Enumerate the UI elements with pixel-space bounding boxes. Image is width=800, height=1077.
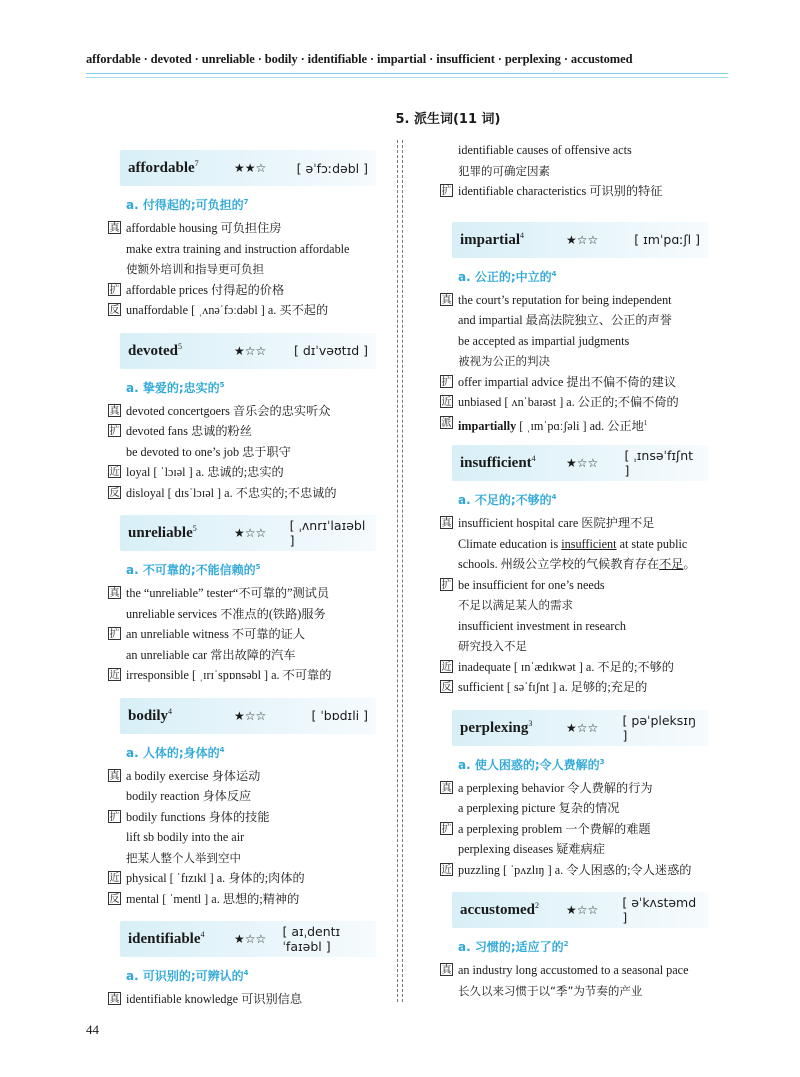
tag-real-icon: 真 xyxy=(109,405,120,417)
tag-expand-icon: 扩 xyxy=(441,186,452,197)
example: perplexing diseases 疑难病症 xyxy=(458,842,605,856)
meaning: a. 挚爱的;忠实的$^5$ xyxy=(126,380,225,395)
entry-impartial: impartial$^4$ ★☆☆ [ ɪmˈpɑːʃl ] a. 公正的;中立的$^4$ 真 the court’s reputation for being independent and impartial 最高法院独立、公正的声誉 be accepted as impartial judgments 被视为公正的判决 扩 offer impartial advice 提出不偏不倚的建议 近 unbiased [ ʌnˈbaɪəst ] a. 公正的;不偏不倚的 派 impartially [ ˌɪmˈpɑːʃəli ] ad. 公正地$^1$ xyxy=(440,222,730,434)
example: be insufficient for one’s needs xyxy=(458,577,605,592)
headword-box xyxy=(120,515,376,551)
synonym: irresponsible [ ˌɪrɪˈspɒnsəbl ] a. 不可靠的 xyxy=(126,668,332,682)
right-column xyxy=(440,140,730,1013)
header-rule xyxy=(86,73,728,74)
entry-unreliable xyxy=(108,515,386,686)
section-title: 5. 派生词(11 词) xyxy=(395,112,501,127)
tag-expand-icon: 扩 xyxy=(441,579,452,591)
meaning: a. 不可靠的;不能信赖的$^5$ xyxy=(126,563,261,577)
meaning: a. 可识别的;可辨认的$^4$ xyxy=(126,969,249,983)
example: Climate education is insufficient at state public xyxy=(458,536,688,551)
column-divider xyxy=(397,140,403,1002)
antonym: disloyal [ dɪsˈlɔɪəl ] a. 不忠实的;不忠诚的 xyxy=(126,485,337,500)
headword: identifiable$^4$ xyxy=(128,930,205,947)
example: be accepted as impartial judgments xyxy=(458,333,630,348)
example: lift sb bodily into the air xyxy=(126,830,245,844)
tag-expand-icon: 扩 xyxy=(109,426,120,437)
example: be devoted to one’s job 忠于职守 xyxy=(126,444,291,459)
example: the “unreliable” tester“不可靠的”测试员 xyxy=(126,586,330,600)
derivative-definition: [ ˌɪmˈpɑːʃəli ] ad. 公正地 xyxy=(516,418,644,433)
left-column xyxy=(108,150,386,1022)
example: and impartial 最高法院独立、公正的声誉 xyxy=(458,313,672,327)
derivative-word: impartially xyxy=(458,418,517,433)
headword-box xyxy=(120,698,376,734)
synonym: inadequate [ ɪnˈædɪkwət ] a. 不足的;不够的 xyxy=(458,659,674,674)
example-translation: 把某人整个人举到空中 xyxy=(126,850,241,865)
tag-antonym-icon: 反 xyxy=(109,487,120,499)
antonym: unaffordable [ ˌʌnəˈfɔːdəbl ] a. 买不起的 xyxy=(126,303,329,317)
headword: accustomed$^2$ xyxy=(460,901,539,918)
headword: affordable$^7$ xyxy=(128,159,199,176)
entry-identifiable-continued xyxy=(440,140,730,202)
pronunciation: [ pəˈpleksɪŋ ] xyxy=(622,712,696,743)
example: schools. 州级公立学校的气候教育存在不足。 xyxy=(458,557,696,571)
antonym: sufficient [ səˈfɪʃnt ] a. 足够的;充足的 xyxy=(458,680,648,694)
headword: perplexing$^3$ xyxy=(460,718,533,736)
page-number: 44 xyxy=(86,1022,99,1037)
pronunciation: [ dɪˈvəʊtɪd ] xyxy=(294,343,369,358)
headword-box xyxy=(120,150,376,186)
entry-accustomed xyxy=(440,892,730,1001)
example: identifiable characteristics 可识别的特征 xyxy=(458,184,663,198)
example: affordable prices 付得起的价格 xyxy=(126,282,285,297)
star-rating: ★☆☆ xyxy=(234,526,267,540)
running-header: affordable · devoted · unreliable · bodily · identifiable · impartial · insufficient · perplexing · accustomed xyxy=(86,52,633,66)
example: affordable housing 可负担住房 xyxy=(126,221,282,235)
star-rating: ★☆☆ xyxy=(566,720,599,735)
example: a perplexing behavior 令人费解的行为 xyxy=(458,780,653,795)
meaning: a. 使人困惑的;令人费解的$^3$ xyxy=(458,757,605,772)
tag-expand-icon: 扩 xyxy=(441,376,452,388)
synonym: physical [ ˈfɪzɪkl ] a. 身体的;肉体的 xyxy=(126,871,305,885)
example: identifiable causes of offensive acts xyxy=(458,143,632,157)
synonym: puzzling [ ˈpʌzlɪŋ ] a. 令人困惑的;令人迷惑的 xyxy=(458,862,692,877)
tag-derivative-icon: 派 xyxy=(441,417,452,429)
synonym: loyal [ ˈlɔɪəl ] a. 忠诚的;忠实的 xyxy=(126,465,284,479)
example: a perplexing problem 一个费解的难题 xyxy=(458,821,651,836)
star-rating: ★☆☆ xyxy=(234,343,267,358)
headword-box xyxy=(452,445,708,481)
example: insufficient investment in research xyxy=(458,618,626,633)
tag-synonym-icon: 近 xyxy=(441,661,452,673)
pronunciation: [ aɪˌdentɪˈfaɪəbl ] xyxy=(282,924,341,954)
example: an unreliable witness 不可靠的证人 xyxy=(126,627,306,641)
pronunciation: [ əˈkʌstəmd ] xyxy=(622,895,697,925)
tag-real-icon: 真 xyxy=(441,965,452,976)
example: bodily reaction 身体反应 xyxy=(126,789,252,803)
synonym: unbiased [ ʌnˈbaɪəst ] a. 公正的;不偏不倚的 xyxy=(458,395,679,409)
pronunciation: [ ɪmˈpɑːʃl ] xyxy=(634,232,700,247)
entry-perplexing xyxy=(440,710,730,881)
tag-real-icon: 真 xyxy=(109,223,120,234)
pronunciation: [ ˌɪnsəˈfɪʃnt ] xyxy=(624,448,694,478)
star-rating: ★☆☆ xyxy=(234,708,267,723)
headword: insufficient$^4$ xyxy=(460,454,536,471)
pronunciation: [ ˌʌnrɪˈlaɪəbl ] xyxy=(289,518,366,548)
example: devoted fans 忠诚的粉丝 xyxy=(126,424,252,438)
star-rating: ★☆☆ xyxy=(566,232,599,247)
headword: bodily$^4$ xyxy=(128,706,173,724)
example-translation: 被视为公正的判决 xyxy=(458,354,550,368)
example: identifiable knowledge 可识别信息 xyxy=(126,992,303,1006)
example: insufficient hospital care 医院护理不足 xyxy=(458,516,655,530)
tag-expand-icon: 扩 xyxy=(109,284,120,296)
tag-synonym-icon: 近 xyxy=(109,467,120,478)
tag-real-icon: 真 xyxy=(109,770,120,782)
star-rating: ★☆☆ xyxy=(234,932,267,946)
tag-synonym-icon: 近 xyxy=(441,397,452,408)
example: bodily functions 身体的技能 xyxy=(126,809,270,824)
headword-box xyxy=(120,333,376,369)
tag-expand-icon: 扩 xyxy=(109,629,120,640)
tag-real-icon: 真 xyxy=(109,588,120,599)
example: an industry long accustomed to a seasonal pace xyxy=(458,963,689,977)
tag-real-icon: 真 xyxy=(441,518,452,529)
pronunciation: [ ˈbɒdɪli ] xyxy=(311,708,368,723)
tag-real-icon: 真 xyxy=(109,994,120,1005)
headword: impartial$^4$ xyxy=(460,230,524,248)
tag-real-icon: 真 xyxy=(441,294,452,306)
tag-expand-icon: 扩 xyxy=(109,811,120,823)
example: a perplexing picture 复杂的情况 xyxy=(458,801,620,815)
entry-insufficient xyxy=(440,445,730,698)
example: unreliable services 不准点的(铁路)服务 xyxy=(126,606,326,621)
example: make extra training and instruction affordable xyxy=(126,241,350,256)
headword: devoted$^5$ xyxy=(128,341,182,359)
tag-synonym-icon: 近 xyxy=(109,670,120,681)
example: a bodily exercise 身体运动 xyxy=(126,768,261,783)
entry-bodily xyxy=(108,698,386,910)
entry-devoted xyxy=(108,333,386,504)
headword-box xyxy=(452,892,708,928)
meaning: a. 习惯的;适应了的$^2$ xyxy=(458,940,569,954)
tag-real-icon: 真 xyxy=(441,782,452,794)
meaning: a. 不足的;不够的$^4$ xyxy=(458,493,557,507)
entry-identifiable xyxy=(108,921,386,1010)
headword: unreliable$^5$ xyxy=(128,524,197,541)
example-translation: 不足以满足某人的需求 xyxy=(458,598,573,612)
star-rating: ★☆☆ xyxy=(566,456,599,470)
header-rule-thin xyxy=(86,77,728,78)
tag-antonym-icon: 反 xyxy=(441,682,452,693)
example: offer impartial advice 提出不偏不倚的建议 xyxy=(458,374,677,389)
example-translation: 使额外培训和指导更可负担 xyxy=(126,262,264,276)
example: an unreliable car 常出故障的汽车 xyxy=(126,647,296,662)
tag-expand-icon: 扩 xyxy=(441,823,452,835)
example: devoted concertgoers 音乐会的忠实听众 xyxy=(126,403,331,418)
star-rating: ★☆☆ xyxy=(566,903,599,917)
example-translation: 长久以来习惯于以“季”为节奏的产业 xyxy=(458,983,643,998)
tag-synonym-icon: 近 xyxy=(441,864,452,876)
headword-box xyxy=(120,921,376,957)
example: the court’s reputation for being independent xyxy=(458,292,672,307)
meaning: a. 付得起的;可负担的$^7$ xyxy=(126,198,249,212)
meaning: a. 人体的;身体的$^4$ xyxy=(126,745,225,760)
tag-antonym-icon: 反 xyxy=(109,305,120,316)
headword-box xyxy=(452,710,708,746)
headword-box xyxy=(452,222,708,258)
tag-antonym-icon: 反 xyxy=(109,893,120,905)
tag-synonym-icon: 近 xyxy=(109,873,120,884)
pronunciation: [ əˈfɔːdəbl ] xyxy=(296,160,368,176)
example-translation: 研究投入不足 xyxy=(458,639,527,653)
star-rating: ★★☆ xyxy=(234,161,267,175)
meaning: a. 公正的;中立的$^4$ xyxy=(458,269,557,284)
example-translation: 犯罪的可确定因素 xyxy=(458,163,550,178)
antonym: mental [ ˈmentl ] a. 思想的;精神的 xyxy=(126,891,300,906)
entry-affordable xyxy=(108,150,386,321)
